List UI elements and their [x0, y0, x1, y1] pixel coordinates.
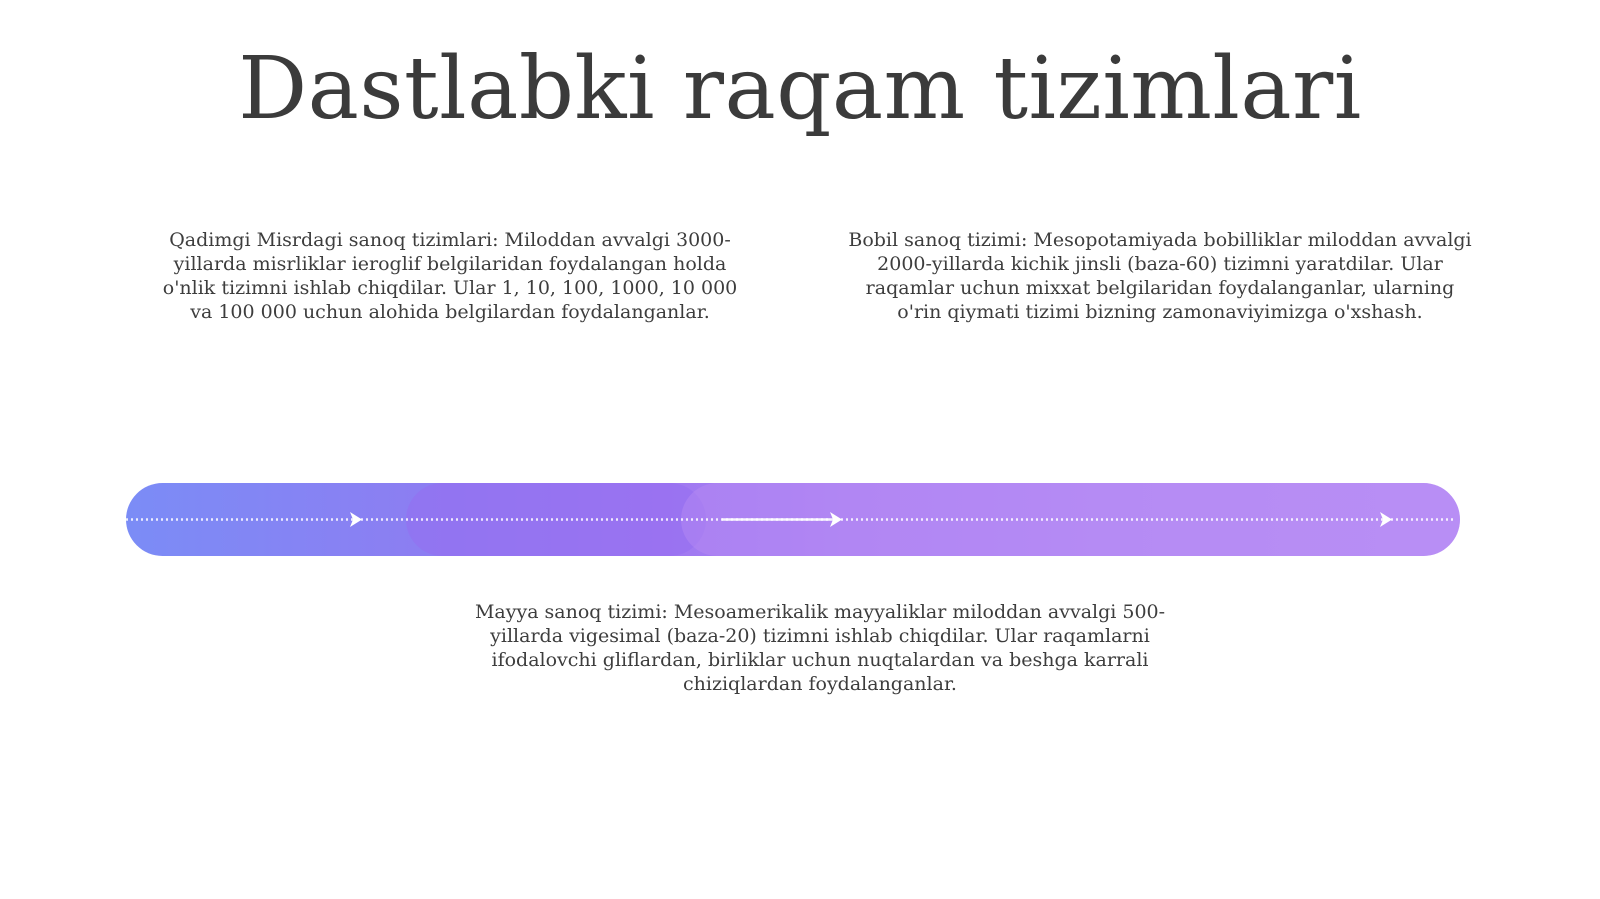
egypt-description: Qadimgi Misrdagi sanoq tizimlari: Miloddan avvalgi 3000-yillarda misrliklar ieroglif belgilaridan foydalangan holda o'nlik tizimni ishlab chiqdilar. Ular 1, 10, 100, 1000, 10 000 va 100 000 uchun alohida belgilardan foydalanganlar. [162, 229, 738, 323]
slide-title: Dastlabki raqam tizimlari [238, 39, 1362, 139]
maya-description: Mayya sanoq tizimi: Mesoamerikalik mayyaliklar miloddan avvalgi 500-yillarda vigesimal (baza-20) tizimni ishlab chiqdilar. Ular raqamlarni ifodalovchi gliflardan, birliklar uchun nuqtalardan va beshga karrali chiziqlardan foydalanganlar. [474, 601, 1166, 695]
timeline-bar [126, 483, 1460, 556]
babylon-description: Bobil sanoq tizimi: Mesopotamiyada bobilliklar miloddan avvalgi 2000-yillarda kichik jinsli (baza-60) tizimni yaratdilar. Ular raqamlar uchun mixxat belgilaridan foydalanganlar, ularning o'rin qiymati tizimi bizning zamonaviyimizga o'xshash. [848, 229, 1472, 323]
timeline-arrows [126, 483, 1460, 556]
